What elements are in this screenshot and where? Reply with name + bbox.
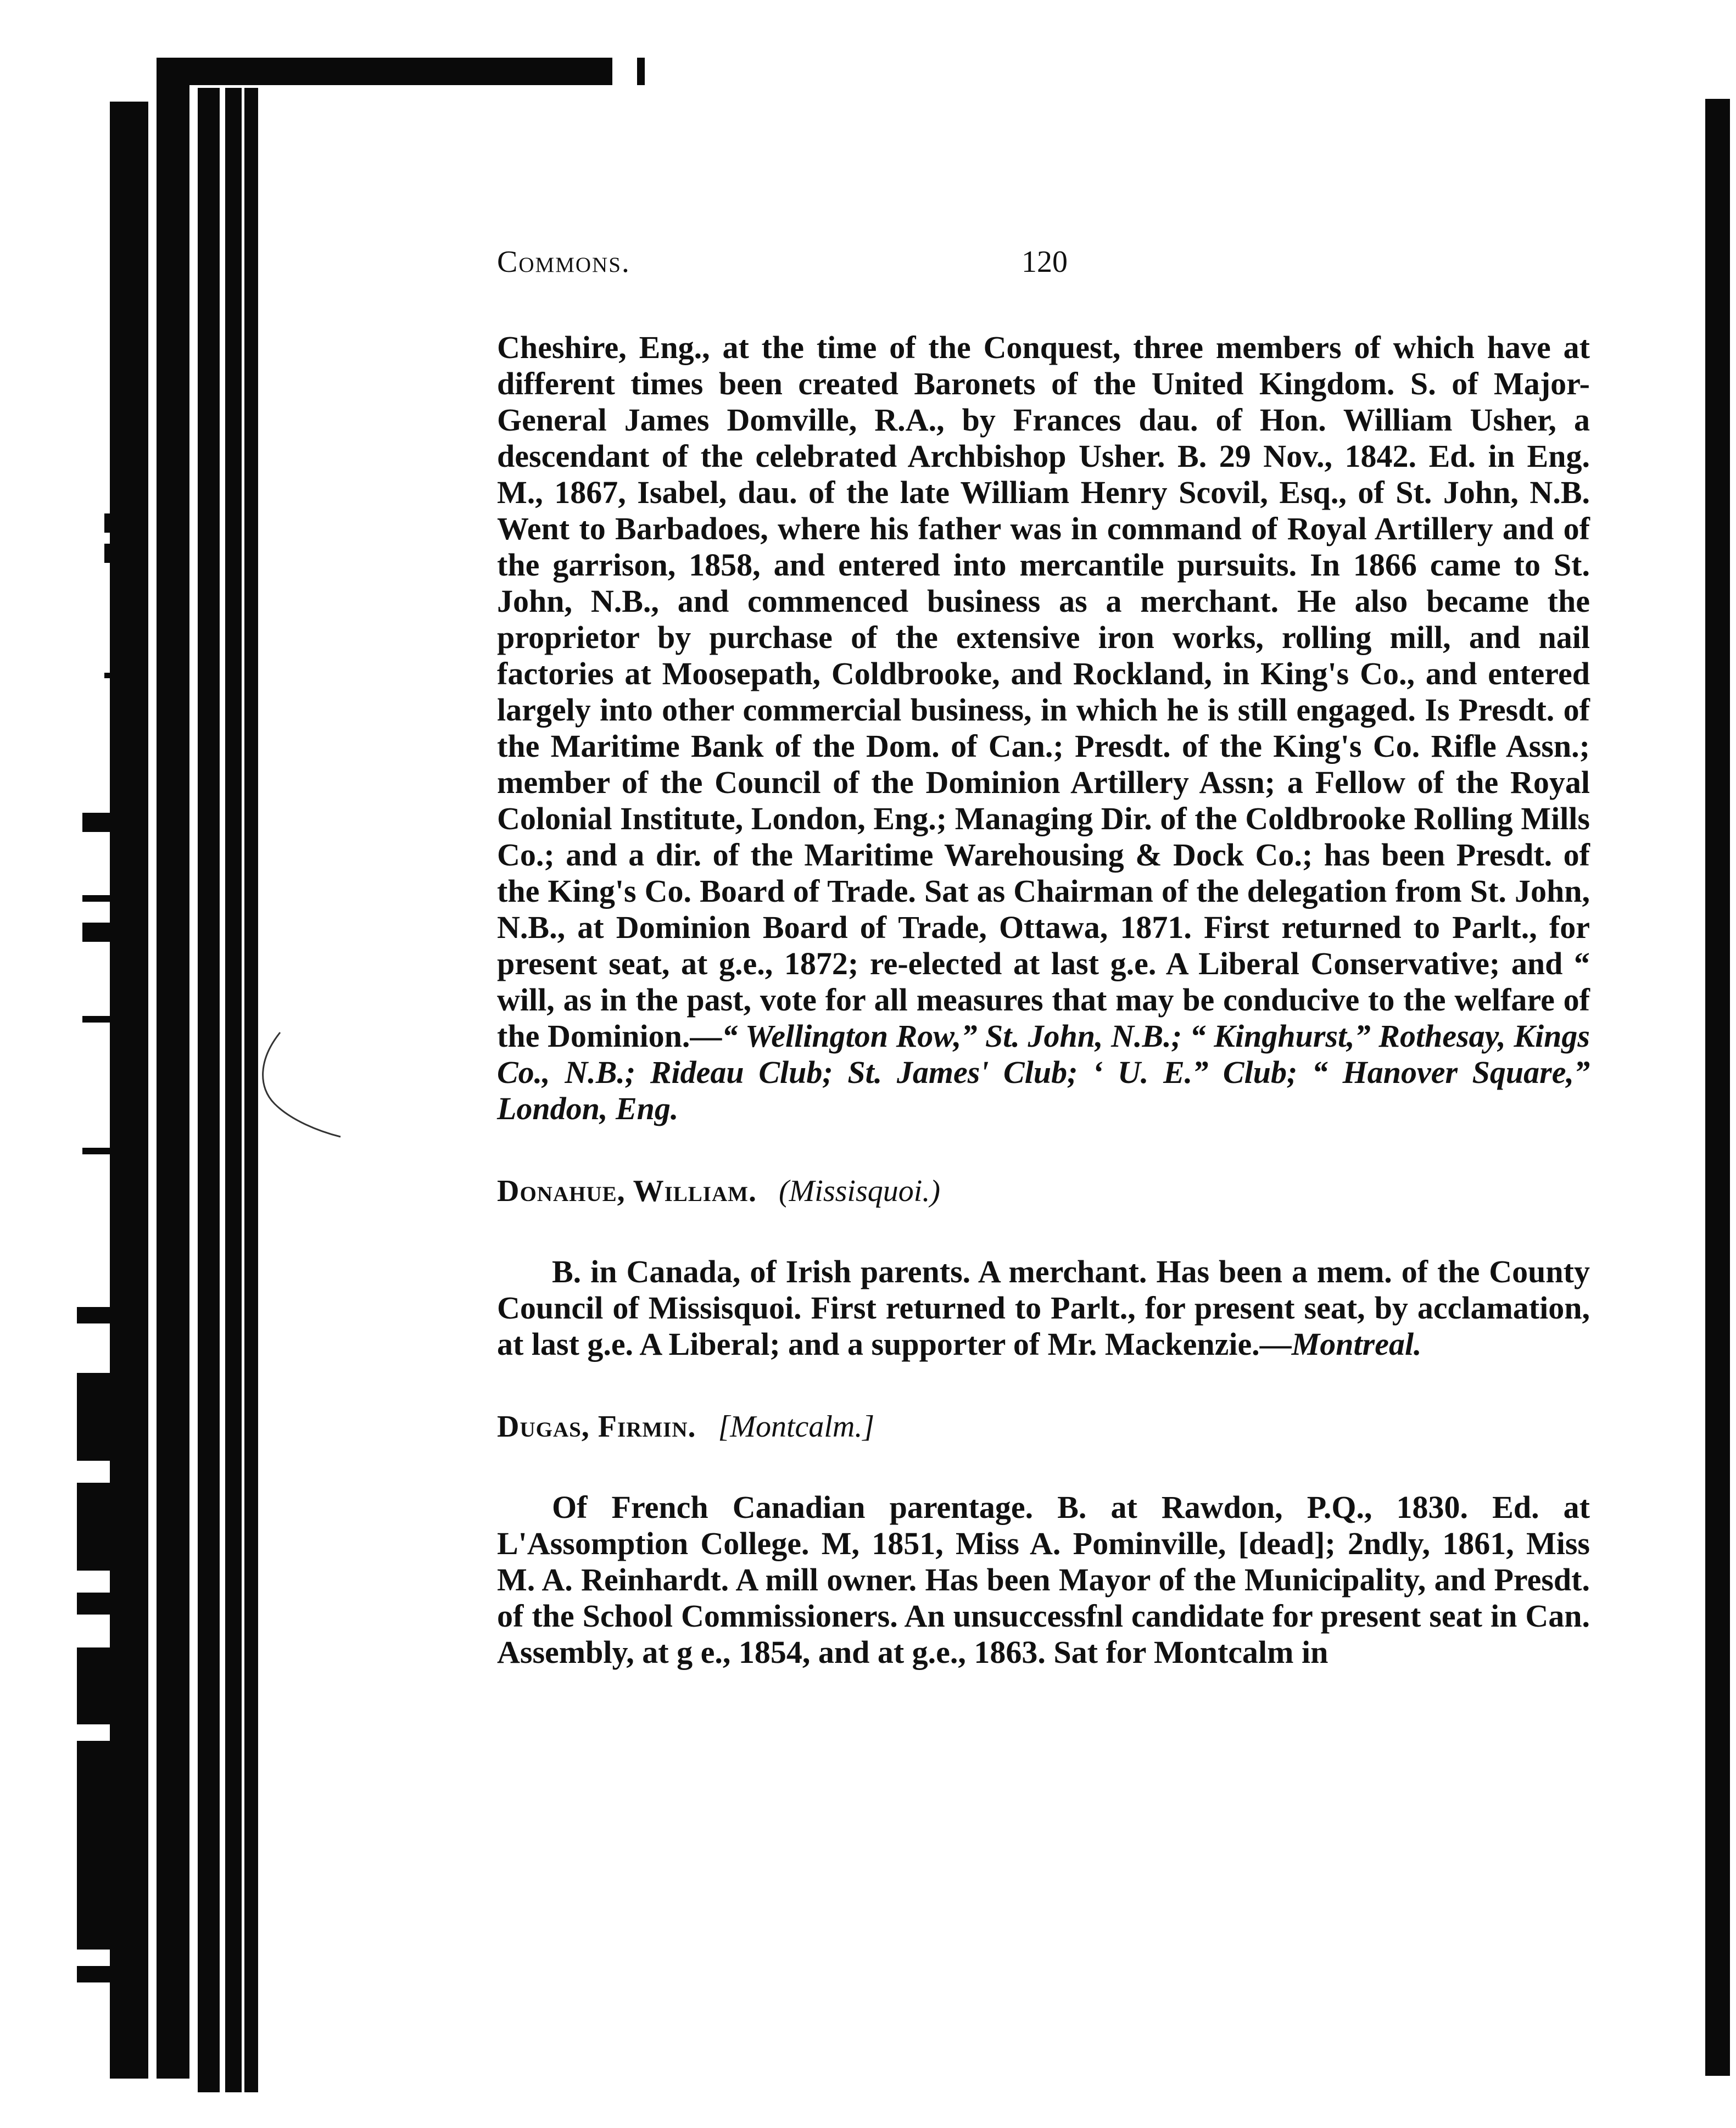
entry-domville bbox=[497, 329, 1590, 1127]
entry-dugas bbox=[497, 1409, 1590, 1671]
margin-mark bbox=[82, 1148, 146, 1154]
scan-edge-top bbox=[157, 58, 612, 85]
entry-text: B. in Canada, of Irish parents. A merchant. Has been a mem. of the County Council of Missisquoi. First returned to Parlt., for present seat, by acclamation, at last g.e. A Liberal; and a supporter of Mr. Mackenzie.— bbox=[497, 1254, 1590, 1362]
margin-mark bbox=[82, 923, 146, 942]
margin-mark bbox=[104, 673, 146, 678]
entry-addresses: Montreal. bbox=[1291, 1326, 1422, 1362]
page bbox=[497, 233, 1590, 1671]
entry-body bbox=[497, 1254, 1590, 1362]
page-header bbox=[497, 233, 1590, 294]
margin-mark bbox=[77, 1741, 146, 1950]
entry-text: Of French Canadian parentage. B. at Rawdon, P.Q., 1830. Ed. at L'Assomption College. M, 1851, Miss A. Pominville, [dead]; 2ndly, 1861, Miss M. A. Reinhardt. A mill owner. Has been Mayor of the Municipality, and Presdt. of the School Commissioners. An unsuccessfnl candidate for present seat in Can. Assembly, at g e., 1854, and at g.e., 1863. Sat for Montcalm in bbox=[497, 1489, 1590, 1670]
margin-mark bbox=[124, 1208, 146, 1296]
scan-edge-spine-c bbox=[198, 88, 220, 2092]
margin-mark bbox=[77, 1593, 146, 1615]
margin-mark bbox=[77, 1647, 146, 1724]
entry-name: Donahue, William. bbox=[497, 1174, 757, 1208]
margin-mark bbox=[77, 1373, 146, 1461]
margin-mark bbox=[104, 513, 146, 533]
entry-name: Dugas, Firmin. bbox=[497, 1410, 696, 1444]
entry-heading bbox=[497, 1174, 1590, 1209]
margin-mark bbox=[77, 1966, 146, 1982]
scan-edge-spine-e bbox=[244, 88, 258, 2092]
pencil-mark bbox=[258, 1027, 346, 1148]
margin-mark bbox=[77, 1307, 146, 1323]
entry-body bbox=[497, 329, 1590, 1127]
margin-mark bbox=[82, 1016, 146, 1023]
entry-heading bbox=[497, 1409, 1590, 1444]
margin-mark bbox=[77, 1483, 146, 1571]
entry-text: Cheshire, Eng., at the time of the Conquest, three members of which have at different times been created Baronets of the United Kingdom. S. of Major-General James Domville, R.A., by Frances dau. of Hon. William Usher, a descendant of the celebrated Archbishop Usher. B. 29 Nov., 1842. Ed. in Eng. M., 1867, Isabel, dau. of the late William Henry Scovil, Esq., of St. John, N.B. Went to Barbadoes, where his father was in command of Royal Artillery and of the garrison, 1858, and entered into mercantile pursuits. In 1866 came to St. John, N.B., and commenced business as a merchant. He also became the proprietor by purchase of the extensive iron works, rolling mill, and nail factories at Moosepath, Coldbrooke, and Rockland, in King's Co., and entered largely into other commercial business, in which he is still engaged. Is Presdt. of the Maritime Bank of the Dom. of Can.; Presdt. of the King's Co. Rifle Assn.; member of the Council of the Dominion Artillery Assn; a Fellow of the Royal Colonial Institute, London, Eng.; Managing Dir. of the Coldbrooke Rolling Mills Co.; and a dir. of the Maritime Warehousing & Dock Co.; has been Presdt. of the King's Co. Board of Trade. Sat as Chairman of the delegation from St. John, N.B., at Dominion Board of Trade, Ottawa, 1871. First returned to Parlt., for present seat, at g.e., 1872; re-elected at last g.e. A Liberal Conservative; and “ will, as in the past, vote for all measures that may be conducive to the welfare of the Dominion.— bbox=[497, 329, 1590, 1054]
margin-mark bbox=[82, 895, 146, 902]
margin-mark bbox=[124, 1032, 146, 1126]
entry-riding: (Missisquoi.) bbox=[778, 1174, 940, 1208]
margin-mark bbox=[82, 813, 146, 832]
entry-riding: [Montcalm.] bbox=[718, 1410, 875, 1444]
page-number: 120 bbox=[1021, 245, 1068, 279]
scan-edge-right bbox=[1705, 99, 1730, 2076]
entry-body bbox=[497, 1489, 1590, 1671]
scan-edge-top-mark bbox=[637, 58, 645, 85]
entry-donahue bbox=[497, 1174, 1590, 1362]
scan-edge-spine-d bbox=[225, 88, 242, 2092]
entry-addresses: “ Wellington Row,” St. John, N.B.; “ Kinghurst,” Rothesay, Kings Co., N.B.; Rideau Club; St. James' Club; ‘ U. E.” Club; “ Hanover Square,” London, Eng. bbox=[497, 1018, 1590, 1126]
margin-mark bbox=[104, 544, 146, 563]
scan-edge-spine-b bbox=[157, 85, 189, 2079]
running-title: Commons. bbox=[497, 245, 630, 279]
